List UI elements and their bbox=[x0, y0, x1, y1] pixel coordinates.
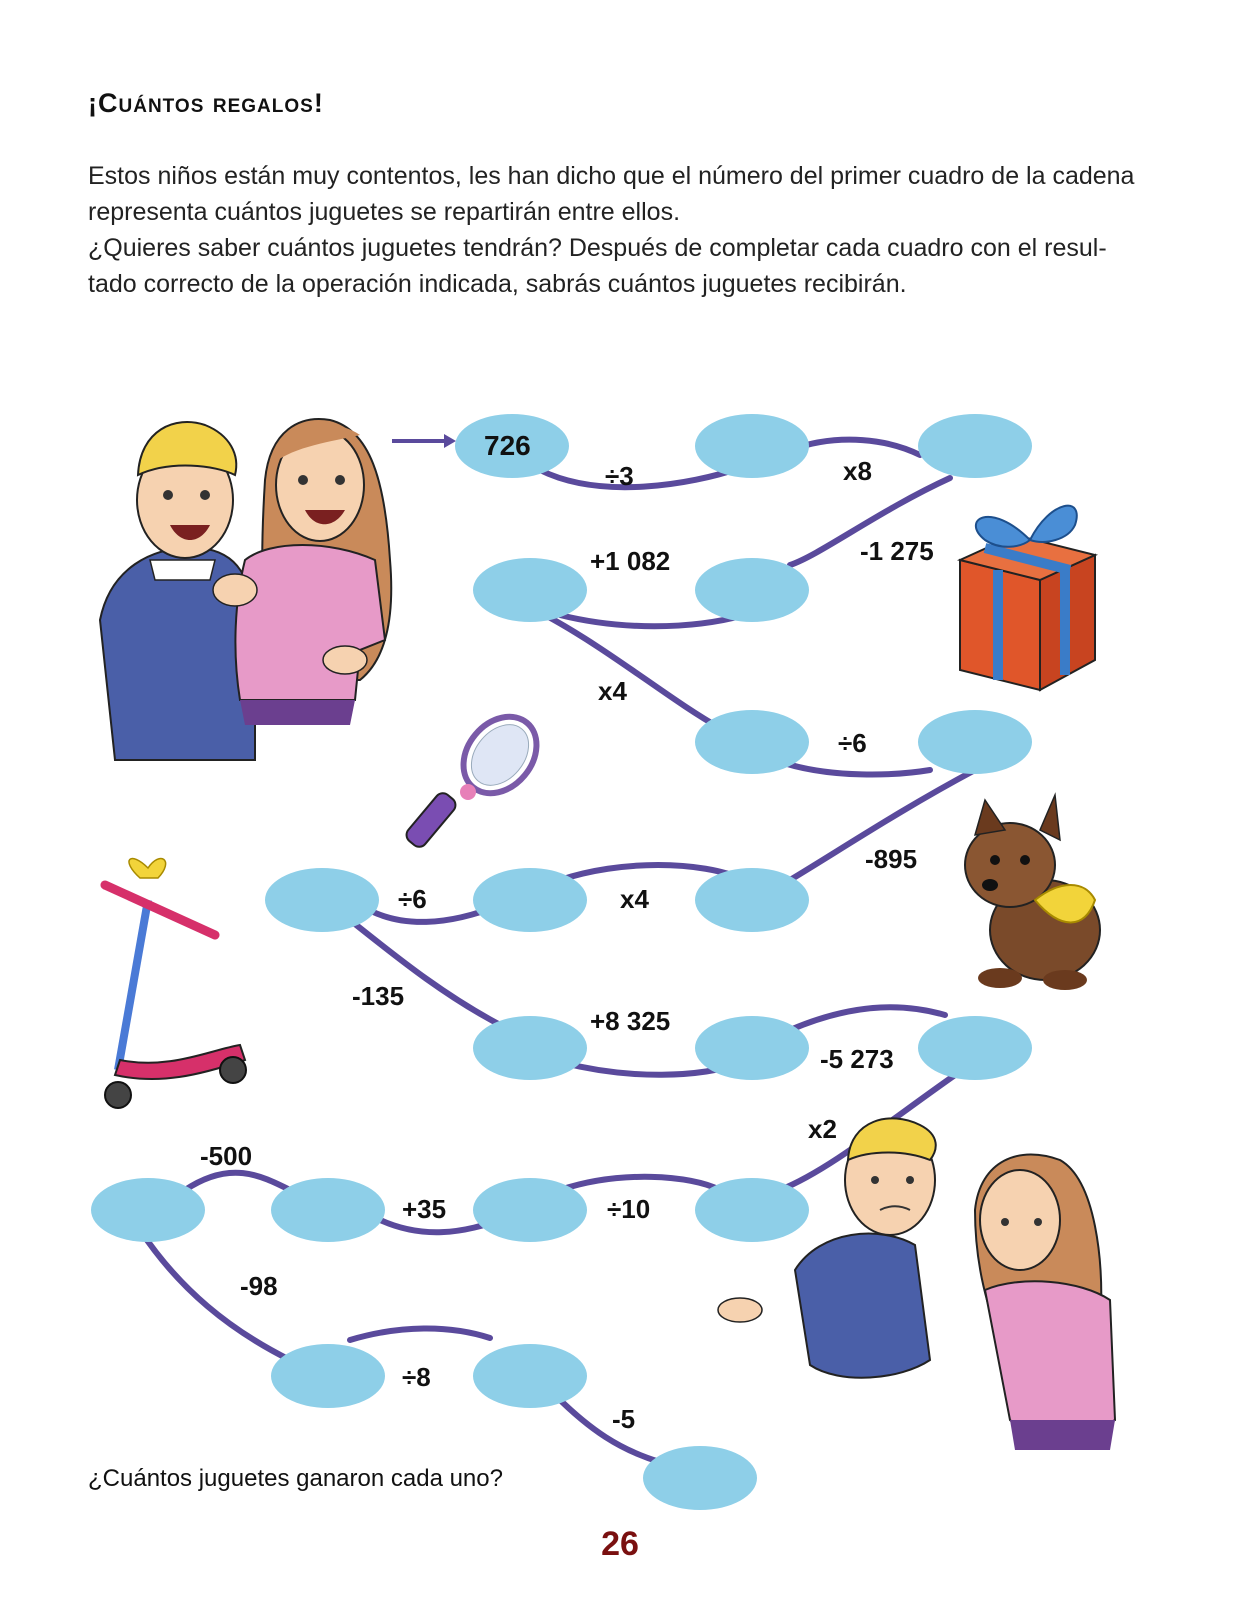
answer-box bbox=[91, 1178, 205, 1242]
link-14 bbox=[560, 1177, 720, 1190]
link-1 bbox=[540, 468, 740, 487]
final-question: ¿Cuántos juguetes ganaron cada uno? bbox=[88, 1465, 503, 1492]
answer-box bbox=[695, 1016, 809, 1080]
start-arrow-icon bbox=[392, 434, 456, 448]
answer-box bbox=[271, 1178, 385, 1242]
answer-box bbox=[695, 558, 809, 622]
op-label: ÷6 bbox=[838, 728, 867, 758]
instructions-paragraph-1: Estos niños están muy contentos, les han dicho que el número del primer cuadro de la cadena representa cuántos juguetes se repartirán entre ellos. bbox=[88, 162, 1135, 226]
op-label: -5 273 bbox=[820, 1044, 894, 1074]
link-5 bbox=[545, 615, 720, 728]
op-label: ÷10 bbox=[607, 1194, 651, 1224]
op-label: -500 bbox=[200, 1141, 253, 1171]
op-label: -895 bbox=[865, 844, 918, 874]
answer-box bbox=[695, 414, 809, 478]
answer-box bbox=[473, 1344, 587, 1408]
answer-box bbox=[473, 1016, 587, 1080]
answer-box bbox=[695, 1178, 809, 1242]
op-label: ÷6 bbox=[398, 884, 427, 914]
page-number: 26 bbox=[601, 1525, 639, 1563]
link-16 bbox=[185, 1173, 290, 1190]
link-18 bbox=[350, 1328, 490, 1340]
answer-box bbox=[473, 1178, 587, 1242]
link-10 bbox=[350, 920, 510, 1030]
op-label: +1 082 bbox=[590, 546, 671, 576]
start-value: 726 bbox=[484, 430, 531, 461]
op-label: x4 bbox=[598, 676, 627, 706]
link-6 bbox=[775, 760, 930, 774]
op-label: -98 bbox=[240, 1271, 278, 1301]
answer-box bbox=[918, 1016, 1032, 1080]
gift-box-illustration bbox=[960, 506, 1095, 690]
answer-box bbox=[473, 868, 587, 932]
scooter-illustration bbox=[105, 859, 246, 1108]
op-label: ÷8 bbox=[402, 1362, 431, 1392]
title-rest: uántos regalos! bbox=[118, 88, 324, 118]
answer-box bbox=[695, 868, 809, 932]
answer-box bbox=[473, 558, 587, 622]
puppy-illustration bbox=[965, 795, 1100, 990]
answer-box bbox=[265, 868, 379, 932]
op-label: +8 325 bbox=[590, 1006, 671, 1036]
answer-box bbox=[271, 1344, 385, 1408]
answer-box bbox=[918, 414, 1032, 478]
link-4 bbox=[560, 615, 745, 626]
link-12 bbox=[790, 1007, 945, 1030]
happy-children-illustration bbox=[100, 419, 391, 760]
instructions-paragraph-2: ¿Quieres saber cuántos juguetes tendrán? Después de completar cada cuadro con el resul-tado correcto de la operación indicada, sabrás cuántos juguetes recibirán. bbox=[88, 234, 1107, 298]
answer-box bbox=[695, 710, 809, 774]
op-label: -135 bbox=[352, 981, 405, 1011]
op-label: +35 bbox=[402, 1194, 447, 1224]
op-label: ÷3 bbox=[605, 461, 634, 491]
link-2 bbox=[790, 440, 920, 455]
hairbrush-illustration bbox=[403, 702, 551, 850]
link-19 bbox=[555, 1395, 660, 1462]
op-label: x4 bbox=[620, 884, 649, 914]
op-label: -5 bbox=[612, 1404, 636, 1434]
answer-box bbox=[643, 1446, 757, 1510]
op-label: x8 bbox=[843, 456, 872, 486]
op-label: -1 275 bbox=[860, 536, 934, 566]
sad-children-illustration bbox=[718, 1118, 1115, 1450]
answer-box bbox=[918, 710, 1032, 774]
op-label: x2 bbox=[808, 1114, 837, 1144]
title-lead: ¡C bbox=[88, 88, 119, 118]
